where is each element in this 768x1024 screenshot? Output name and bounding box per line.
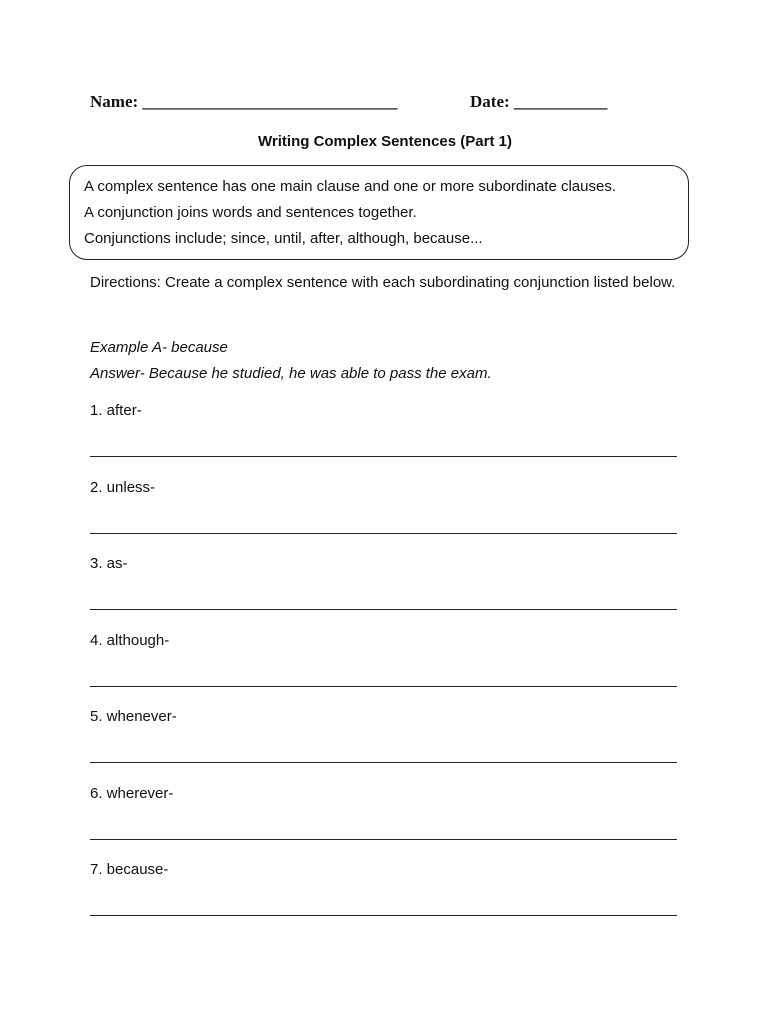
exercise-item — [90, 553, 678, 630]
date-field[interactable] — [470, 92, 607, 112]
exercise-item — [90, 477, 678, 554]
exercise-label: 2. unless- — [90, 478, 156, 496]
answer-line[interactable] — [90, 533, 677, 534]
exercise-label: 3. as- — [90, 555, 128, 572]
page-title: Writing Complex Sentences (Part 1) — [258, 133, 512, 150]
exercise-list — [90, 400, 678, 936]
exercise-label: 5. whenever- — [90, 708, 177, 725]
exercise-item — [90, 706, 678, 783]
answer-line[interactable] — [90, 915, 677, 916]
worksheet-header — [90, 92, 690, 116]
answer-line[interactable] — [90, 456, 677, 457]
exercise-label: 7. because- — [90, 861, 169, 878]
name-field[interactable] — [90, 92, 397, 112]
date-blank[interactable]: ___________ — [513, 92, 608, 111]
answer-line[interactable] — [90, 609, 677, 610]
exercise-label: 4. although- — [90, 631, 170, 649]
date-label: Date: — [470, 92, 510, 111]
exercise-item — [90, 783, 678, 860]
example-prompt: Example A- because — [90, 339, 228, 356]
definition-line: Conjunctions include; since, until, after, although, because... — [84, 230, 483, 247]
exercise-label: 6. wherever- — [90, 784, 174, 802]
exercise-label: 1. after- — [90, 402, 142, 419]
definition-line: A conjunction joins words and sentences together. — [84, 204, 417, 221]
example-answer: Answer- Because he studied, he was able to pass the exam. — [90, 365, 492, 382]
definition-box — [69, 165, 689, 260]
directions-text: Directions: Create a complex sentence with each subordinating conjunction listed below. — [90, 274, 676, 291]
answer-line[interactable] — [90, 762, 677, 763]
exercise-item — [90, 400, 678, 477]
name-blank[interactable]: ______________________________ — [142, 92, 398, 111]
name-label: Name: — [90, 92, 139, 111]
answer-line[interactable] — [90, 839, 677, 840]
exercise-item — [90, 859, 678, 936]
example-block — [90, 335, 690, 387]
answer-line[interactable] — [90, 686, 677, 687]
exercise-item — [90, 630, 678, 707]
definition-line: A complex sentence has one main clause and one or more subordinate clauses. — [84, 178, 616, 195]
